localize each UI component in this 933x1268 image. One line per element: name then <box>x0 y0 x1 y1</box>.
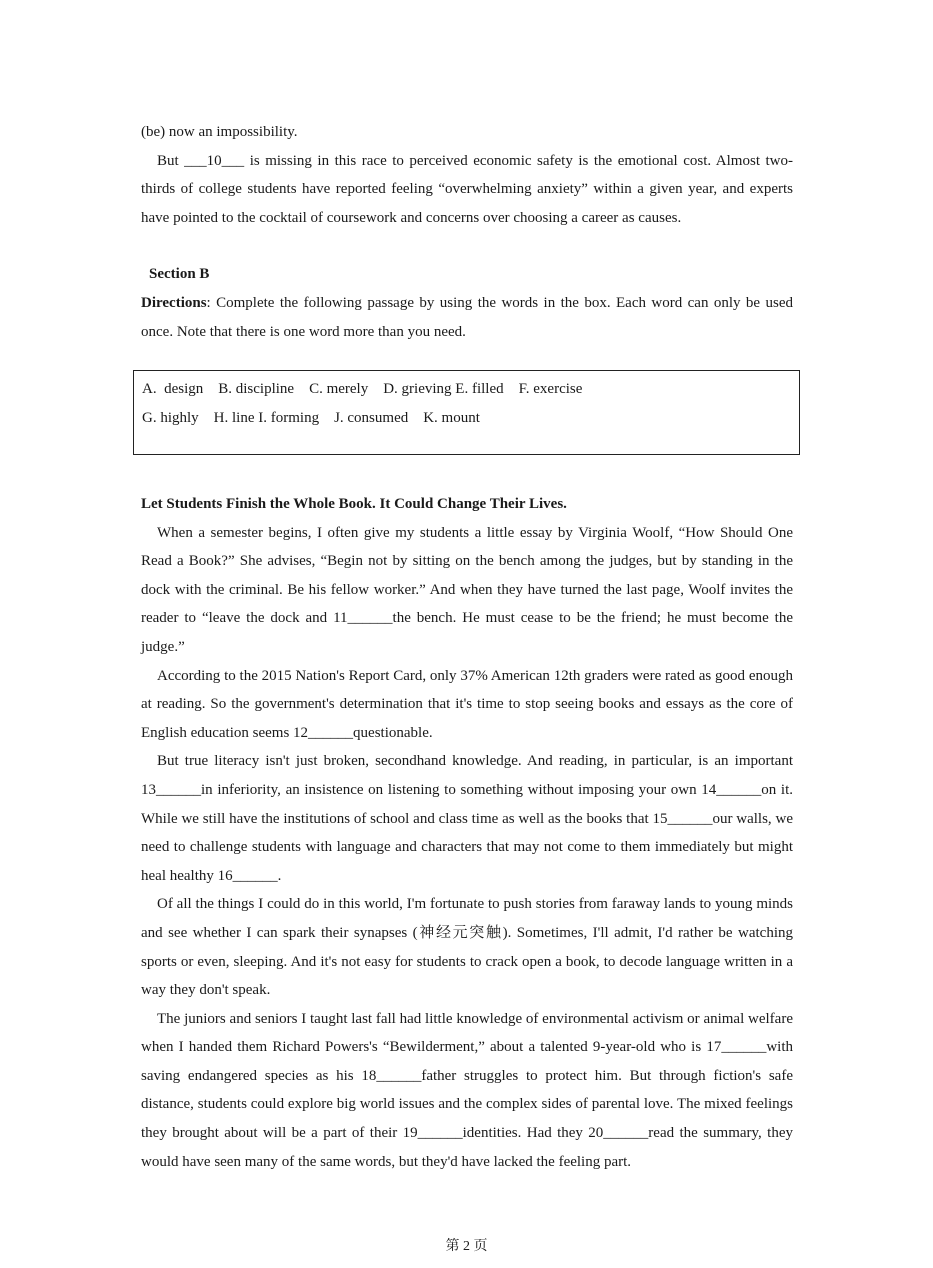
article-paragraph: But true literacy isn't just broken, secondhand knowledge. And reading, in particular, is an important 13______in inferiority, an insistence on listening to something without imposing your own 14______on it. While we still have the institutions of school and class time as well as the books that 15______our walls, we need to challenge students with language and characters that may not come to them immediately but might heal healthy 16______. <box>141 753 793 884</box>
article-paragraph: According to the 2015 Nation's Report Card, only 37% American 12th graders were rated as good enough at reading. So the government's determination that it's time to stop seeing books and essays as the core of English education seems 12______questionable. <box>141 667 793 741</box>
word-box <box>133 370 800 455</box>
page-number: 第 2 页 <box>445 1239 488 1254</box>
directions-label: Directions <box>141 294 207 311</box>
word-box-row-2: G. highly H. line I. forming J. consumed K. mount <box>142 409 480 426</box>
paragraph-question-10: But ___10___ is missing in this race to perceived economic safety is the emotional cost. Almost two-thirds of college students have reported feeling “overwhelming anxiety” within a given year, and experts have pointed to the cocktail of coursework and concerns over choosing a career as causes. <box>141 152 793 226</box>
article-paragraph: Of all the things I could do in this world, I'm fortunate to push stories from faraway lands to young minds and see whether I can spark their synapses (神经元突触). Sometimes, I'll admit, I'd rather be watching sports or even, sleeping. And it's not easy for students to crack open a book, to decode language written in a way they don't speak. <box>141 896 793 999</box>
article-paragraph: When a semester begins, I often give my students a little essay by Virginia Woolf, “How Should One Read a Book?” She advises, “Begin not by sitting on the bench among the judges, but by standing in the dock with the criminal. Be his fellow worker.” And when they have turned the last page, Woolf invites the reader to “leave the dock and 11______the bench. He must cease to be the friend; he must become the judge.” <box>141 524 793 655</box>
word-box-row-1: A. design B. discipline C. merely D. grieving E. filled F. exercise <box>142 381 583 397</box>
article <box>141 490 793 1176</box>
directions <box>141 289 793 346</box>
article-paragraph: The juniors and seniors I taught last fall had little knowledge of environmental activism or animal welfare when I handed them Richard Powers's “Bewilderment,” about a talented 9-year-old who is 17______with saving endangered species as his 18______father struggles to protect him. But through fiction's safe distance, students could explore big world issues and the complex sides of parental love. The mixed feelings they brought about will be a part of their 19______identities. Had they 20______read the summary, they would have seen many of the same words, but they'd have lacked the feeling part. <box>141 1010 793 1170</box>
continuation-line: (be) now an impossibility. <box>141 124 298 140</box>
directions-text: : Complete the following passage by using the words in the box. Each word can only be used once. Note that there is one word more than you need. <box>141 294 793 340</box>
top-text-block <box>141 118 793 346</box>
article-title: Let Students Finish the Whole Book. It Could Change Their Lives. <box>141 496 567 512</box>
section-heading: Section B <box>149 266 210 283</box>
